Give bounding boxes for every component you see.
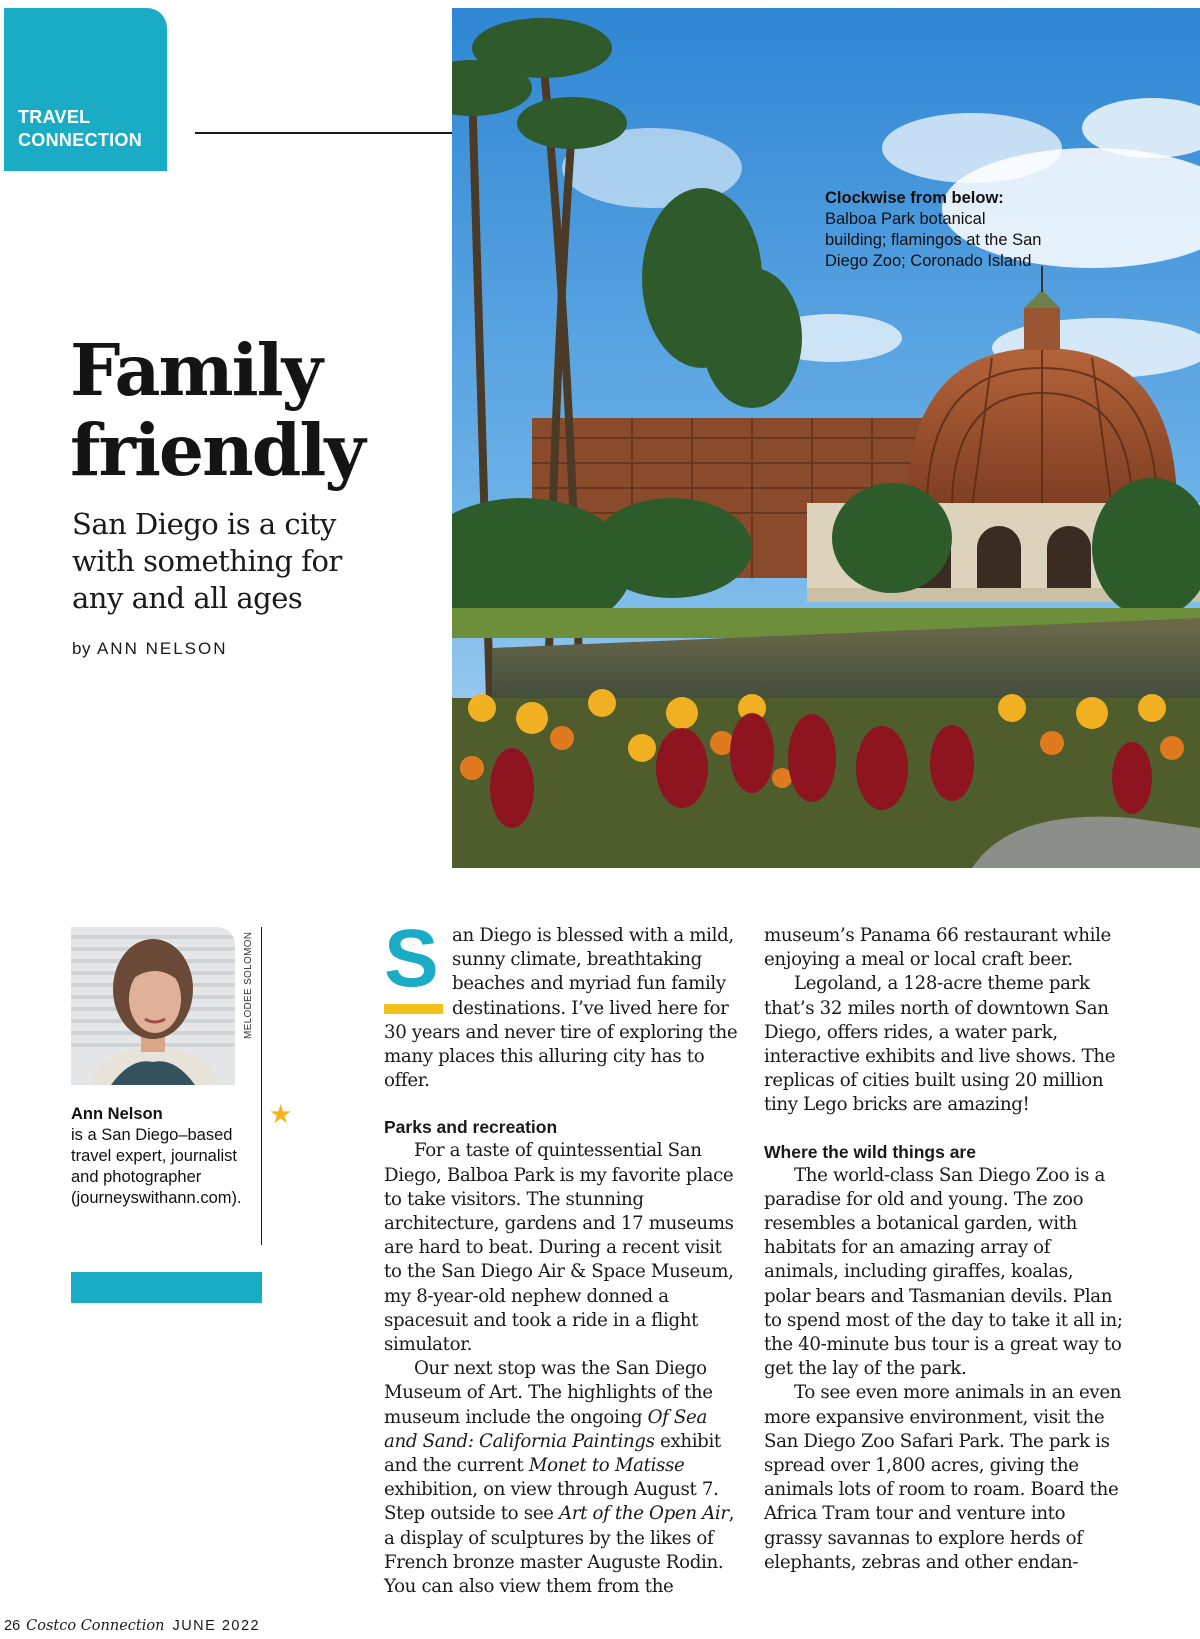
- caption-text: Balboa Park botanical building; flamingos at the San Diego Zoo; Coronado Island: [825, 210, 1042, 270]
- drop-cap-letter: S: [384, 913, 439, 1004]
- author-photo: [71, 927, 235, 1085]
- byline: [72, 639, 228, 659]
- art-title-monet-to-matisse: Monet to Matisse: [528, 1455, 685, 1477]
- drop-cap-underline: [384, 1004, 443, 1014]
- section-label: [18, 106, 142, 152]
- author-name: Ann Nelson: [71, 1105, 163, 1123]
- headline-line1: Family: [70, 328, 321, 412]
- paragraph-legoland: Legoland, a 128-acre theme park that’s 32 miles north of downtown San Diego, offers rides, a water park, interactive exhibits and live shows. The replicas of cities built using 20 million tiny Lego bricks are amazing!: [764, 973, 1116, 1116]
- photo-credit: MELODEE SOLOMON: [243, 931, 254, 1039]
- paragraph-safari-park: To see even more animals in an even more expansive environment, visit the San Diego Zoo Safari Park. The park is spread over 1,800 acres, giving the animals lots of room to roam. Board the Africa Tram tour and venture into grassy savannas to explore herds of elephants, zebras and other endan-: [764, 1382, 1122, 1573]
- article-column-1: [384, 913, 739, 1599]
- section-tag: [4, 8, 167, 171]
- author-portrait: [71, 927, 235, 1085]
- page-footer: [4, 1618, 260, 1634]
- art-text-4: , a display of sculptures by the likes of French bronze master Auguste Rodin. You can also view them from the: [384, 1503, 735, 1598]
- article-column-2: [764, 924, 1124, 1575]
- paragraph-panama-66: museum’s Panama 66 restaurant while enjoying a meal or local craft beer.: [764, 925, 1111, 971]
- headline-line2: friendly: [70, 408, 364, 492]
- art-text-1: Our next stop was the San Diego Museum of Art. The highlights of the museum include the ongoing: [384, 1358, 713, 1428]
- caption-lead: Clockwise from below:: [825, 189, 1004, 207]
- star-icon: ★: [269, 1100, 293, 1130]
- header-rule: [195, 132, 452, 134]
- photo-caption: [825, 188, 1045, 272]
- intro-paragraph: [384, 913, 739, 1093]
- art-title-art-of-open-air: Art of the Open Air: [558, 1503, 729, 1525]
- author-bio-text: is a San Diego–based travel expert, journalist and photographer (journeyswithann.com).: [71, 1126, 242, 1207]
- hero-photo-illustration: [452, 8, 1200, 868]
- art-text-2: exhibit and the current: [384, 1430, 721, 1477]
- author-box-rule: [261, 927, 262, 1245]
- author-accent-bar: [71, 1272, 262, 1303]
- dek: San Diego is a city with something for any and all ages: [72, 507, 342, 615]
- heading-parks: Parks and recreation: [384, 1117, 558, 1138]
- author-bio: [71, 1104, 256, 1209]
- section-label-line2: CONNECTION: [18, 130, 142, 150]
- heading-wild-things: Where the wild things are: [764, 1141, 976, 1162]
- byline-prefix: by: [72, 639, 91, 658]
- intro-text: an Diego is blessed with a mild, sunny climate, breathtaking beaches and myriad fun family destinations. I’ve lived here for 30 years and never tire of exploring the many places this alluring city has to offer.: [384, 925, 738, 1092]
- magazine-name: Costco Connection: [26, 1618, 165, 1634]
- paragraph-museum-of-art: [384, 1357, 739, 1599]
- headline: [70, 330, 410, 490]
- issue-date: JUNE 2022: [172, 1618, 261, 1634]
- paragraph-zoo: The world-class San Diego Zoo is a paradise for old and young. The zoo resembles a botanical garden, with habitats for an amazing array of animals, including giraffes, koalas, polar bears and Tasmanian devils. Plan to spend most of the day to take it all in; the 40-minute bus tour is a great way to get the lay of the park.: [764, 1164, 1123, 1380]
- drop-cap: [384, 913, 450, 1020]
- section-label-line1: TRAVEL: [18, 107, 91, 127]
- byline-author: ANN NELSON: [96, 639, 228, 658]
- art-title-of-sea-and-sand: Of Sea and Sand: California Paintings: [384, 1406, 707, 1452]
- hero-photo: [452, 8, 1200, 868]
- page-number: 26: [4, 1618, 21, 1634]
- art-text-3: exhibition, on view through August 7. Step outside to see: [384, 1479, 719, 1525]
- paragraph-balboa: For a taste of quintessential San Diego, Balboa Park is my favorite place to take visitors. The stunning architecture, gardens and 17 museums are hard to beat. During a recent visit to the San Diego Air & Space Museum, my 8-year-old nephew donned a spacesuit and took a ride in a flight simulator.: [384, 1140, 734, 1356]
